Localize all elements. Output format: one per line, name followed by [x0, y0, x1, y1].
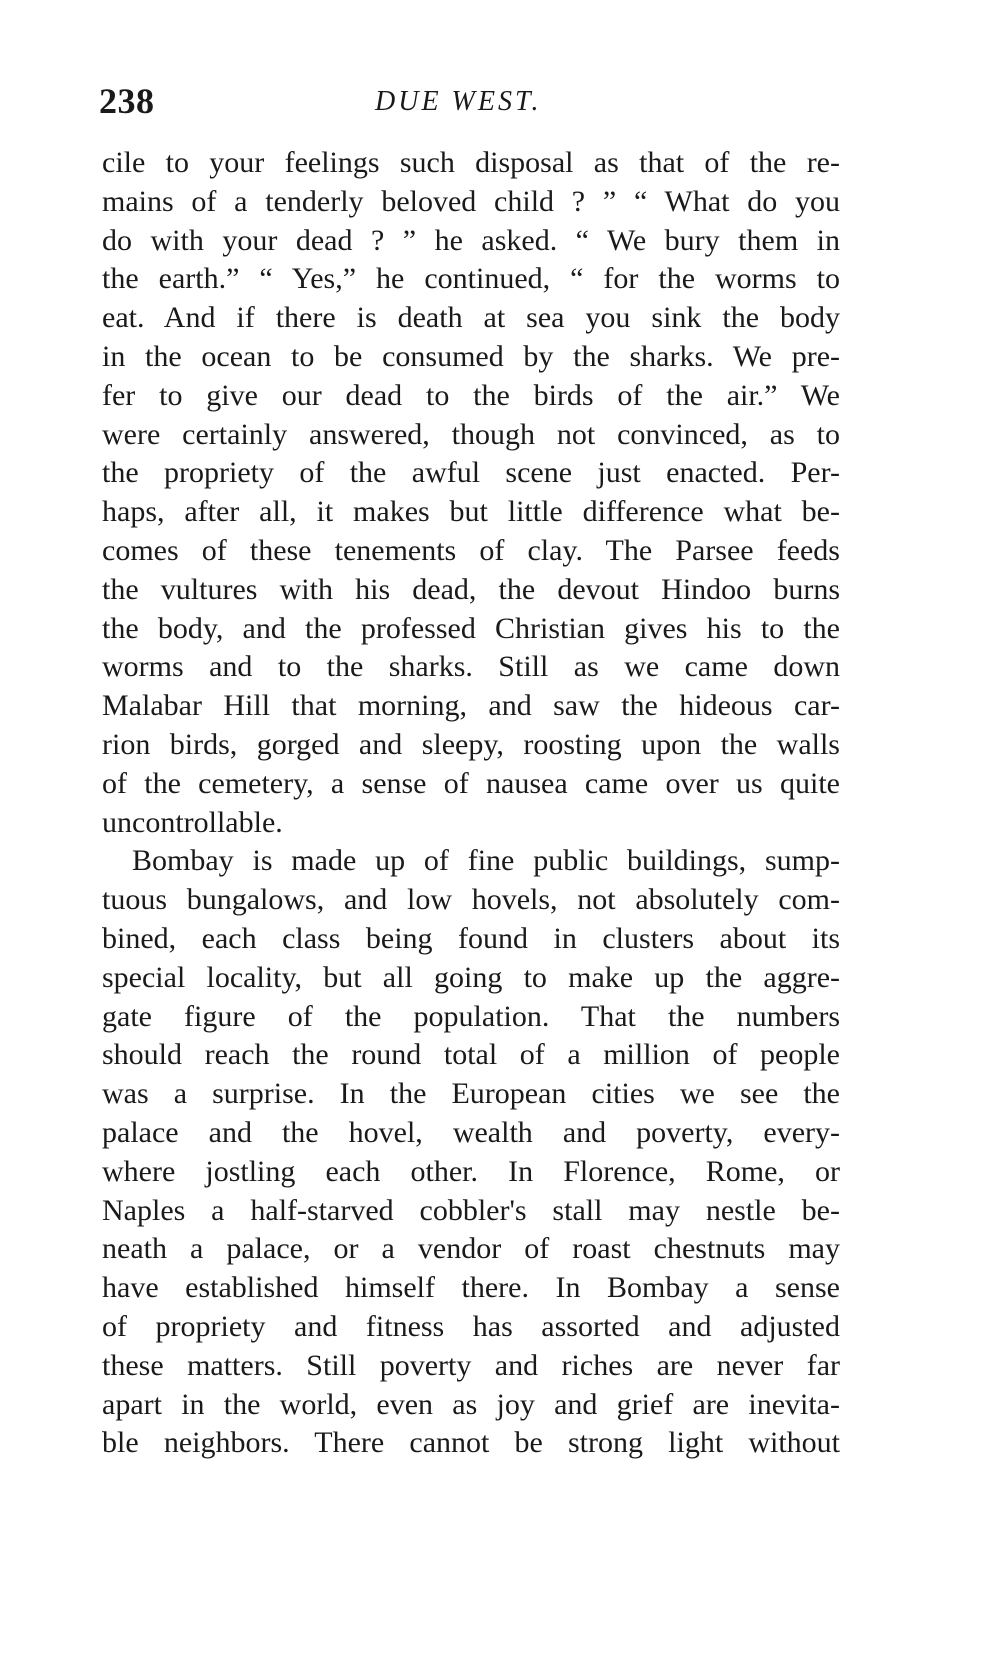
text-line: the body, and the professed Christian gives his to the	[102, 611, 840, 645]
text-line: the earth.” “ Yes,” he continued, “ for the worms to	[102, 262, 840, 296]
text-line: uncontrollable.	[102, 805, 283, 839]
running-title: DUE WEST.	[375, 86, 542, 117]
text-line: should reach the round total of a million of people	[102, 1038, 840, 1072]
text-line: worms and to the sharks. Still as we came down	[102, 650, 840, 684]
page-number: 238	[99, 81, 155, 121]
text-line: palace and the hovel, wealth and poverty, every-	[102, 1115, 840, 1149]
text-line: the vultures with his dead, the devout Hindoo burns	[102, 572, 840, 606]
text-line: was a surprise. In the European cities we see the	[102, 1077, 840, 1111]
text-line: were certainly answered, though not convinced, as to	[102, 417, 840, 451]
text-line: ble neighbors. There cannot be strong light without	[102, 1426, 840, 1460]
text-line: Malabar Hill that morning, and saw the hideous car-	[102, 689, 840, 723]
text-line: of propriety and fitness has assorted and adjusted	[102, 1309, 840, 1343]
text-line: the propriety of the awful scene just enacted. Per-	[102, 456, 840, 490]
text-line: fer to give our dead to the birds of the air.” We	[102, 378, 840, 412]
text-line: of the cemetery, a sense of nausea came over us quite	[102, 766, 840, 800]
text-line: rion birds, gorged and sleepy, roosting upon the walls	[102, 727, 840, 761]
text-line: tuous bungalows, and low hovels, not absolutely com-	[102, 883, 840, 917]
text-line: gate figure of the population. That the numbers	[102, 999, 840, 1033]
text-line: special locality, but all going to make up the aggre-	[102, 960, 840, 994]
text-line: mains of a tenderly beloved child ? ” “ What do you	[102, 184, 840, 218]
text-line: Bombay is made up of fine public buildings, sump-	[132, 844, 840, 878]
text-line: cile to your feelings such disposal as that of the re-	[102, 146, 840, 179]
text-line: in the ocean to be consumed by the sharks. We pre-	[102, 339, 840, 373]
text-line: apart in the world, even as joy and grief are inevita-	[102, 1387, 840, 1421]
page-header	[0, 80, 986, 124]
body-text	[102, 144, 840, 1463]
text-line: these matters. Still poverty and riches are never far	[102, 1348, 840, 1382]
text-line: where jostling each other. In Florence, Rome, or	[102, 1154, 840, 1188]
text-line: bined, each class being found in clusters about its	[102, 921, 840, 955]
text-line: eat. And if there is death at sea you sink the body	[102, 301, 840, 335]
text-line: do with your dead ? ” he asked. “ We bury them in	[102, 223, 840, 257]
paragraph	[102, 842, 840, 1463]
paragraph	[102, 144, 840, 842]
text-line: neath a palace, or a vendor of roast chestnuts may	[102, 1232, 840, 1266]
text-line: Naples a half-starved cobbler's stall may nestle be-	[102, 1193, 840, 1227]
text-line: have established himself there. In Bombay a sense	[102, 1271, 840, 1305]
text-line: haps, after all, it makes but little difference what be-	[102, 495, 840, 529]
text-line: comes of these tenements of clay. The Parsee feeds	[102, 533, 840, 567]
